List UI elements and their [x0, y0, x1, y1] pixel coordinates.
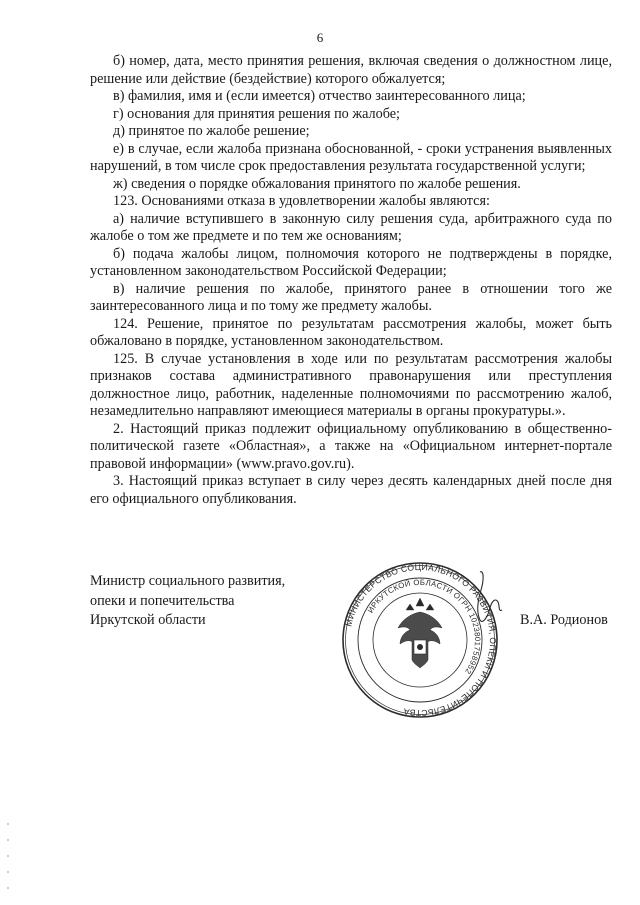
seal-inner-text: ИРКУТСКОЙ ОБЛАСТИ ОГРН 1023801758952 [365, 577, 483, 676]
paragraph-v-name: в) фамилия, имя и (если имеется) отчество заинтересованного лица; [113, 88, 526, 104]
seal-outer-text: МИНИСТЕРСТВО СОЦИАЛЬНОГО РАЗВИТИЯ, ОПЕКИ И ПОПЕЧИТЕЛЬСТВА [343, 561, 499, 719]
paragraph-d-decision: д) принятое по жалобе решение; [113, 123, 310, 139]
paragraph-e-deadlines: е) в случае, если жалоба признана обоснованной, - сроки устранения выявленных нарушений, в том числе срок предоставления результата государственной услуги; [90, 140, 612, 174]
paragraph-123-b: б) подача жалобы лицом, полномочия которого не подтверждены в порядке, установленном законодательством Российской Федерации; [90, 245, 612, 279]
signatory-title-line: Иркутской области [90, 612, 206, 628]
paragraph-3-effect: 3. Настоящий приказ вступает в силу через десять календарных дней после дня его официального опубликования. [90, 473, 612, 507]
paragraph-123-v: в) наличие решения по жалобе, принятого ранее в отношении того же заинтересованного лица и по тому же предмету жалобы. [90, 280, 612, 314]
paragraph-123-a: а) наличие вступившего в законную силу решения суда, арбитражного суда по жалобе о том же предмете и по тем же основаниям; [90, 210, 612, 244]
handwritten-signature [468, 568, 508, 628]
page-number: 6 [316, 30, 324, 45]
signer-name: В.А. Родионов [520, 612, 608, 628]
paragraph-123-refusal: 123. Основаниями отказа в удовлетворении жалобы являются: [113, 193, 490, 209]
paragraph-124: 124. Решение, принятое по результатам рассмотрения жалобы, может быть обжаловано в порядке, установленном законодательством. [90, 315, 612, 349]
signatory-title [90, 572, 285, 631]
document-body [90, 53, 612, 508]
coat-of-arms-emblem [398, 598, 442, 668]
paragraph-g-grounds: г) основания для принятия решения по жалобе; [113, 105, 400, 122]
paragraph-b-details: б) номер, дата, место принятия решения, включая сведения о должностном лице, решение или действие (бездействие) которого обжалуется; [90, 53, 612, 87]
paragraph-125: 125. В случае установления в ходе или по результатам рассмотрения жалобы признаков состава административного правонарушения или преступления должностное лицо, работник, наделенные полномочиями по рассмотрению жалоб, незамедлительно направляют имеющиеся материалы в органы прокуратуры.». [90, 350, 612, 419]
paragraph-zh-appeal: ж) сведения о порядке обжалования принятого по жалобе решения. [113, 175, 521, 192]
paragraph-2-publication: 2. Настоящий приказ подлежит официальному опубликованию в общественно-политической газете «Областная», а также на «Официальном интернет-портале правовой информации» (www.pravo.gov.ru). [90, 420, 612, 472]
margin-scan-marks [6, 820, 10, 900]
signatory-title-line: Министр социального развития, [90, 573, 286, 589]
signatory-title-line: опеки и попечительства [90, 592, 235, 609]
